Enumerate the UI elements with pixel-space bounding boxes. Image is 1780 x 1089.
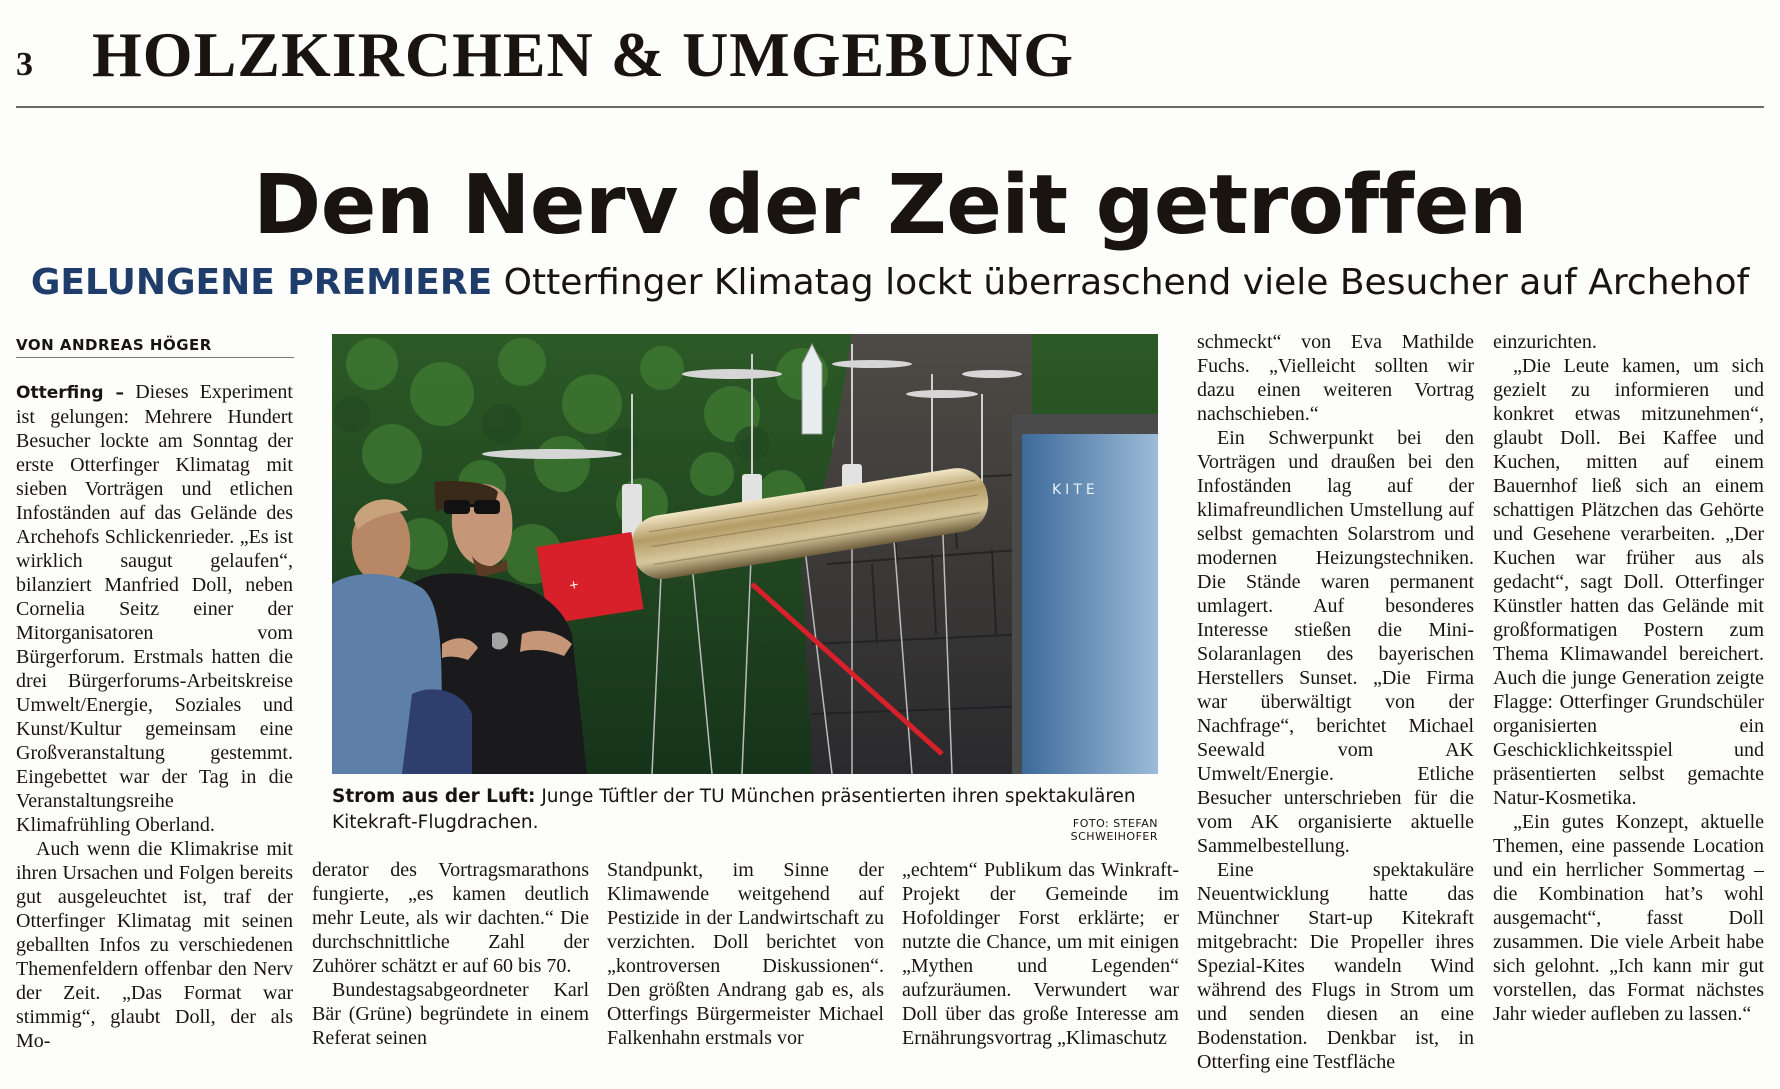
byline: VON ANDREAS HÖGER xyxy=(16,336,212,354)
section-title: HOLZKIRCHEN & UMGEBUNG xyxy=(92,19,1075,90)
paragraph: Eine spektakuläre Neuentwicklung hatte das Münchner Start-up Kitekraft mitgebracht: Die Propeller ihres Spezial-Kites wandeln Wind während des Flugs in Strom um und senden diesen an eine Bodenstation. Denkbar ist, in Otterfing eine Testfläche xyxy=(1197,859,1474,1073)
svg-text:+: + xyxy=(567,576,580,593)
article-column-1 xyxy=(16,380,293,1075)
paragraph: derator des Vortragsmarathons fungierte, „es kamen deutlich mehr Leute, als wir dachten.“ Die durchschnittliche Zahl der Zuhörer schätzt er auf 60 bis 70. xyxy=(312,859,589,977)
article-column-5 xyxy=(1197,330,1474,1075)
article-column-2 xyxy=(312,858,589,1074)
banner-text: KITE xyxy=(1052,482,1099,498)
paragraph-text: Dieses Experiment ist gelungen: Mehrere Hundert Besucher lockte am Sonntag der erste Otterfinger Klimatag mit sieben Vorträgen und etlichen Infoständen auf das Gelände des Archehofs Schlickenrieder. „Es ist wirklich saugut gelaufen“, bilanziert Manfried Doll, neben Cornelia Seitz einer der Mitorganisatoren vom Bürgerforum. Erstmals hatten die drei Bürgerforums-Arbeitskreise Umwelt/Energie, Soziales und Kunst/Kultur gemeinsam eine Großveranstaltung gestemmt. Eingebettet war der Tag in die Veranstaltungsreihe Klimafrühling Oberland. xyxy=(16,381,293,836)
paragraph xyxy=(16,380,293,837)
article-column-3 xyxy=(607,858,884,1074)
caption-text: Junge Tüftler der TU München präsentierten ihren spektakulären Kitekraft-Flugdrachen. xyxy=(332,786,1136,833)
subheadline-line xyxy=(0,262,1780,303)
dateline: Otterfing – xyxy=(16,383,125,403)
paragraph: Standpunkt, im Sinne der Klimawende weitgehend auf Pestizide in der Landwirtschaft zu verzichten. Doll berichtet von „kontroversen Diskussionen“. Den größten Andrang gab es, als Otterfings Bürgermeister Michael Falkenhahn erstmals vor xyxy=(607,859,884,1049)
paragraph: „Ein gutes Konzept, aktuelle Themen, eine passende Location und ein herrlicher Sommertag – die Kombination hat’s wohl ausgemacht“, fasst Doll zusammen. Die viele Arbeit habe sich gelohnt. „Ich kann mir gut vorstellen, das Format nächstes Jahr wieder aufleben zu lassen.“ xyxy=(1493,811,1764,1025)
byline-rule xyxy=(16,357,294,358)
paragraph: „echtem“ Publikum das Winkraft-Projekt der Gemeinde im Hofoldinger Forst erklärte; er nutzte die Chance, um mit einigen „Mythen und Legenden“ aufzuräumen. Verwundert war Doll über das große Interesse am Ernährungsvortrag „Klimaschutz xyxy=(902,859,1179,1049)
page-number: 3 xyxy=(16,46,33,83)
paragraph: Bundestagsabgeordneter Karl Bär (Grüne) begründete in einem Referat seinen xyxy=(312,979,589,1049)
article-column-4 xyxy=(902,858,1179,1074)
kite-photo-illustration xyxy=(332,334,1158,774)
paragraph: einzurichten. xyxy=(1493,331,1597,353)
paragraph: Auch wenn die Klimakrise mit ihren Ursachen und Folgen bereits gut ausgeleuchtet ist, traf der Otterfinger Klimatag mit seinen geballten Infos zu verschiedenen Themenfeldern offenbar den Nerv der Zeit. „Das Format war stimmig“, glaubt Doll, der als Mo- xyxy=(16,838,293,1052)
kicker: GELUNGENE PREMIERE xyxy=(30,262,493,303)
paragraph: „Die Leute kamen, um sich gezielt zu informieren und konkret etwas mitzunehmen“, glaubt Doll. Bei Kaffee und Kuchen, mitten auf einem Bauernhof ließ sich an einem schattigen Plätzchen das Gehörte und Gesehene verarbeiten. „Der Kuchen war früher aus als gedacht“, sagt Doll. Otterfinger Künstler hatten das Gelände mit großformatigen Postern zum Thema Klimawandel bereichert. Auch die junge Generation zeigte Flagge: Otterfinger Grundschüler organisierten ein Geschicklichkeitsspiel und präsentierten selbst gemachte Natur-Kosmetika. xyxy=(1493,355,1764,809)
paragraph: schmeckt“ von Eva Mathilde Fuchs. „Vielleicht sollten wir dazu einen weiteren Vortrag nachschieben.“ xyxy=(1197,331,1474,425)
headline: Den Nerv der Zeit getroffen xyxy=(253,158,1527,253)
article-column-6 xyxy=(1493,330,1764,1075)
header-rule xyxy=(16,106,1764,108)
subheadline: Otterfinger Klimatag lockt überraschend viele Besucher auf Archehof xyxy=(503,262,1750,303)
photo-credit: FOTO: STEFAN SCHWEIHOFER xyxy=(1070,817,1158,843)
paragraph: Ein Schwerpunkt bei den Vorträgen und draußen bei den Infoständen lag auf der klimafreundlichen Umstellung auf selbst gemachten Solarstrom und modernen Heizungstechniken. Die Stände waren permanent umlagert. Auf besonderes Interesse stießen die Mini-Solaranlagen des bayerischen Herstellers Sunset. „Die Firma war überwältigt von der Nachfrage“, berichtet Michael Seewald vom AK Umwelt/Energie. Etliche Besucher unterschrieben für die vom AK organisierte aktuelle Sammelbestellung. xyxy=(1197,427,1474,857)
caption-lead: Strom aus der Luft: xyxy=(332,786,536,807)
article-photo xyxy=(332,334,1158,774)
